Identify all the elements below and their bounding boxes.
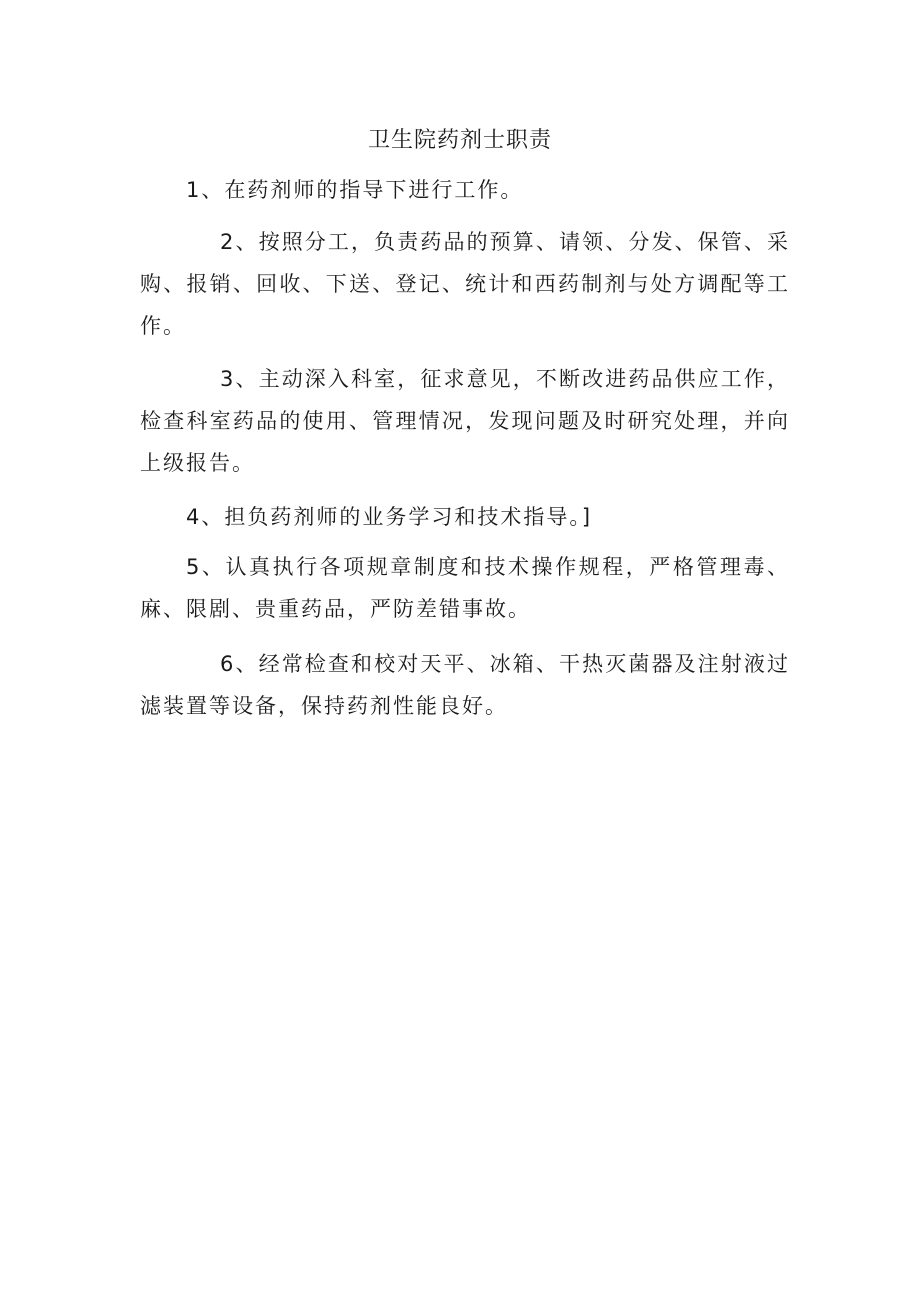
duty-item-2: 2、按照分工，负责药品的预算、请领、分发、保管、采购、报销、回收、下送、登记、统计和西药制剂与处方调配等工作。 bbox=[140, 230, 790, 338]
duty-item-5: 5、认真执行各项规章制度和技术操作规程，严格管理毒、麻、限剧、贵重药品，严防差错事故。 bbox=[140, 555, 790, 621]
document-title: 卫生院药剂士职责 bbox=[367, 128, 552, 153]
duty-item-1: 1、在药剂师的指导下进行工作。 bbox=[186, 178, 524, 202]
duty-item-3: 3、主动深入科室，征求意见，不断改进药品供应工作，检查科室药品的使用、管理情况，发现问题及时研究处理，并向上级报告。 bbox=[140, 367, 790, 475]
duty-item-6: 6、经常检查和校对天平、冰箱、干热灭菌器及注射液过滤装置等设备，保持药剂性能良好。 bbox=[140, 652, 790, 718]
duty-item-4: 4、担负药剂师的业务学习和技术指导。] bbox=[186, 505, 593, 529]
